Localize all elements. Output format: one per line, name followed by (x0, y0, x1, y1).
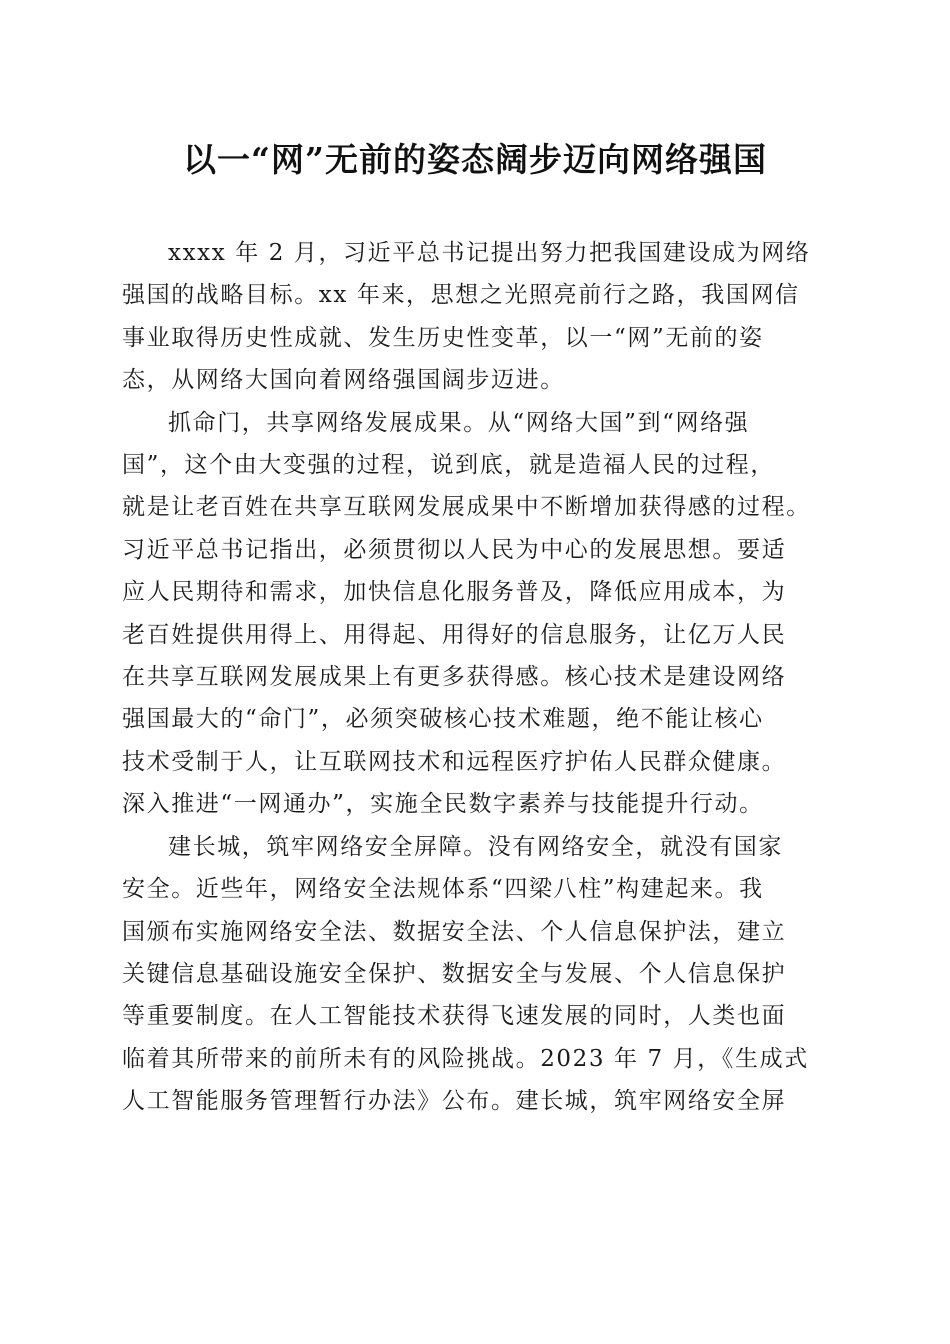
paragraph-network-development: 抓命门，共享网络发展成果。从“网络大国”到“网络强 国”，这个由大变强的过程，说到底，就是造福人民的过程， 就是让老百姓在共享互联网发展成果中不断增加获得感的过程。 习近平总书记指出，必须贯彻以人民为中心的发展思想。要适 应人民期待和需求，加快信息化服务普及，降低应用成本，为 老百姓提供用得上、用得起、用得好的信息服务，让亿万人民 在共享互联网发展成果上有更多获得感。核心技术是建设网络 强国最大的“命门”，必须突破核心技术难题，绝不能让核心 技术受制于人，让互联网技术和远程医疗护佑人民群众健康。 深入推进“一网通办”，实施全民数字素养与技能提升行动。 (122, 409, 811, 818)
paragraph-intro: xxxx 年 2 月，习近平总书记提出努力把我国建设成为网络 强国的战略目标。xx 年来，思想之光照亮前行之路，我国网信 事业取得历史性成就、发生历史性变革，以一“网”无前的姿 态，从网络大国向着网络强国阔步迈进。 (122, 240, 811, 394)
document-title: 以一“网”无前的姿态阔步迈向网络强国 (183, 140, 767, 179)
paragraph-network-security: 建长城，筑牢网络安全屏障。没有网络安全，就没有国家 安全。近些年，网络安全法规体系“四梁八柱”构建起来。我 国颁布实施网络安全法、数据安全法、个人信息保护法，建立 关键信息基础设施安全保护、数据安全与发展、个人信息保护 等重要制度。在人工智能技术获得飞速发展的同时，人类也面 临着其所带来的前所未有的风险挑战。2023 年 7 月，《生成式 人工智能服务管理暂行办法》公布。建长城，筑牢网络安全屏 (122, 833, 809, 1115)
document-body (122, 232, 836, 1123)
